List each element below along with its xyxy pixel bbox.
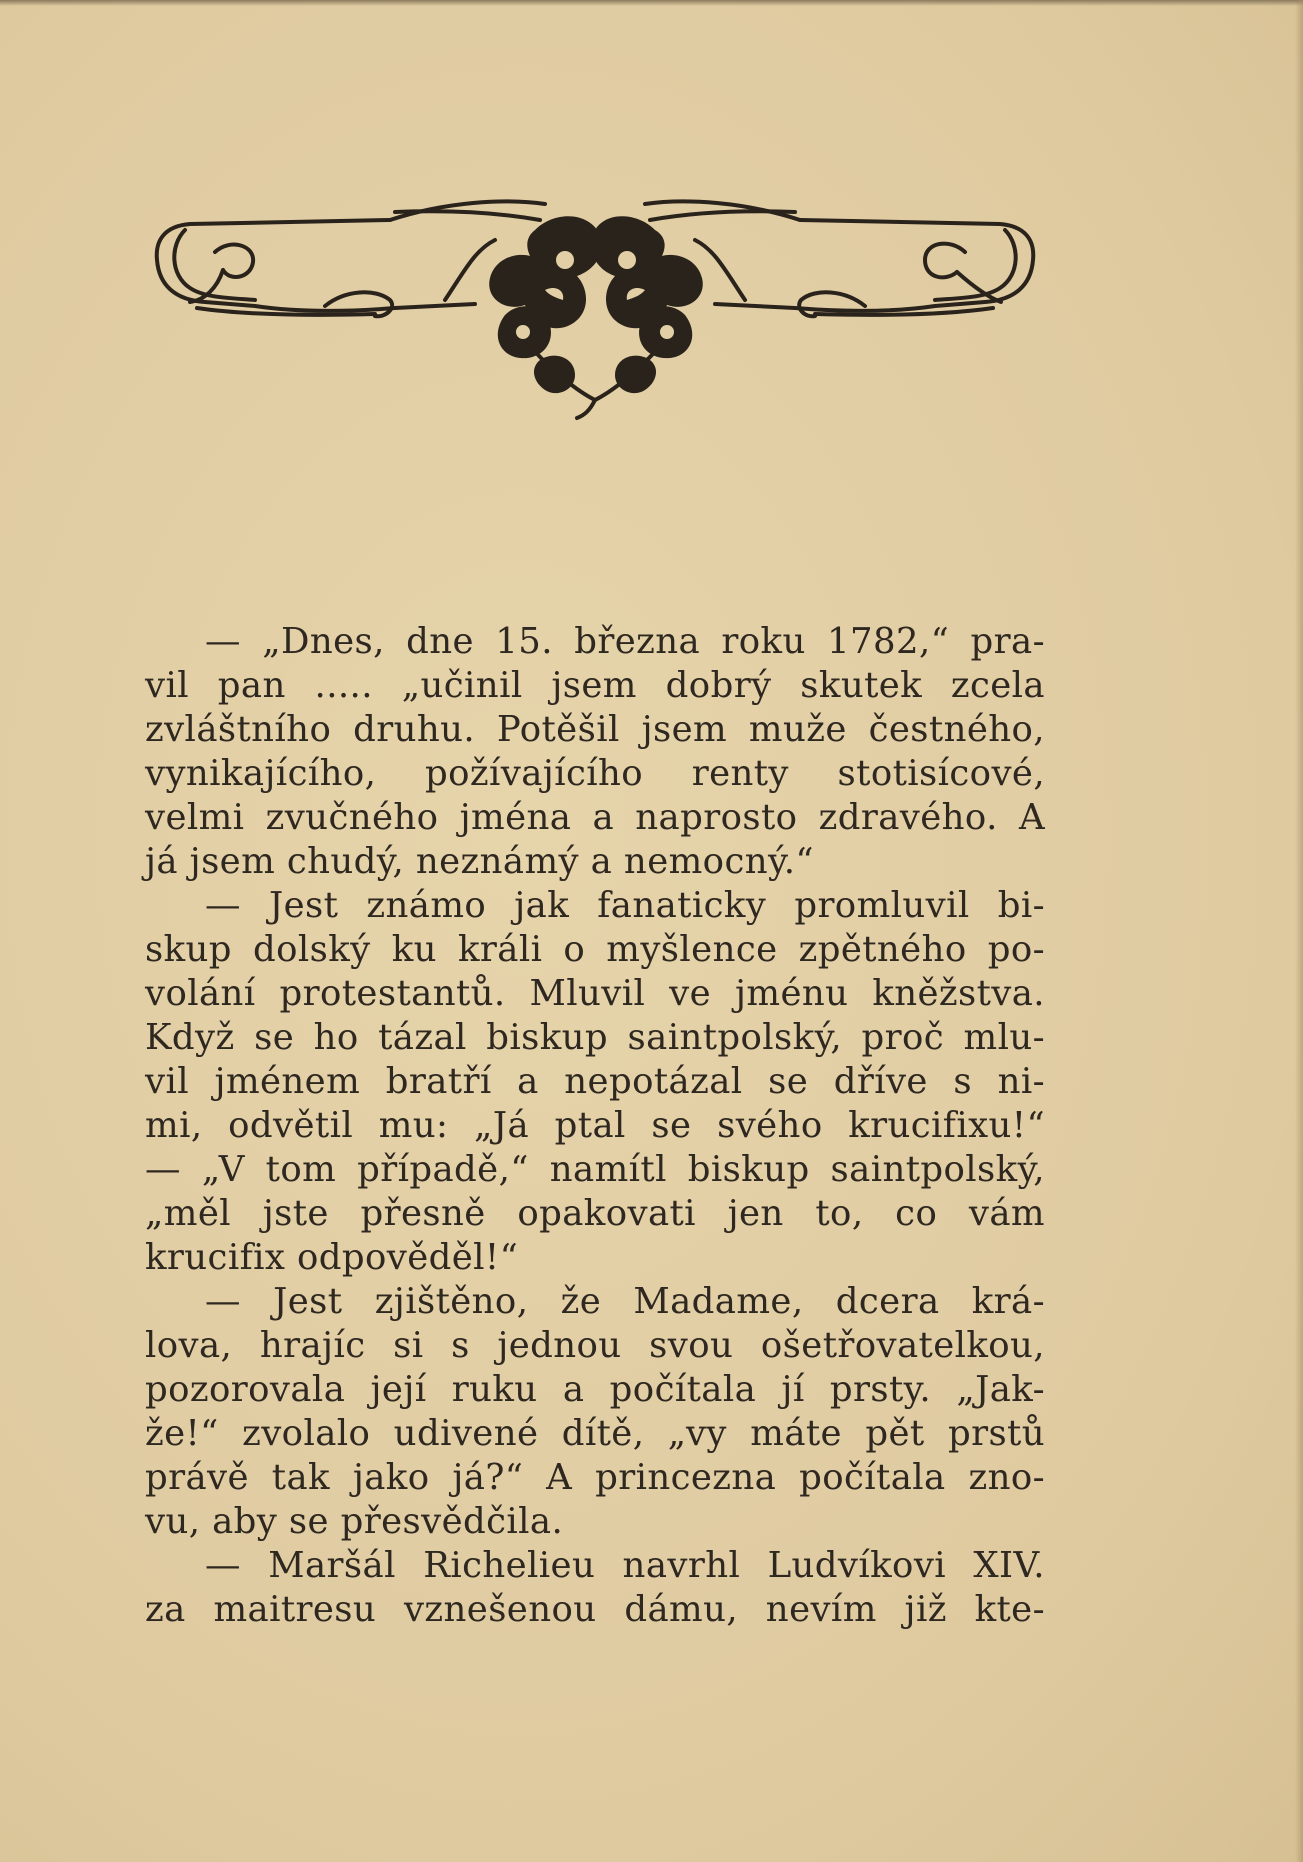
- text-line: vynikajícího, požívajícího renty stotisícové,: [145, 753, 1045, 794]
- page-edge-right: [1295, 0, 1303, 1862]
- text-line: pozorovala její ruku a počítala jí prsty. „Jak-: [145, 1369, 1045, 1410]
- text-line: krucifix odpověděl!“: [145, 1237, 519, 1278]
- text-line: — Maršál Richelieu navrhl Ludvíkovi XIV.: [205, 1545, 1045, 1586]
- text-line: za maitresu vznešenou dámu, nevím již kte-: [145, 1589, 1045, 1630]
- text-line: že!“ zvolalo udivené dítě, „vy máte pět prstů: [145, 1413, 1045, 1454]
- text-line: volání protestantů. Mluvil ve jménu kněžstva.: [145, 973, 1045, 1014]
- text-line: — „Dnes, dne 15. března roku 1782,“ pra-: [205, 621, 1045, 662]
- art-nouveau-headpiece-ornament: [145, 190, 1045, 425]
- text-line: — „V tom případě,“ namítl biskup saintpolský,: [145, 1149, 1045, 1190]
- body-text: [145, 620, 1045, 1632]
- text-line: vil pan ..... „učinil jsem dobrý skutek zcela: [145, 665, 1045, 706]
- text-line: vu, aby se přesvědčila.: [145, 1501, 564, 1542]
- page-edge-top: [0, 0, 1303, 6]
- text-line: já jsem chudý, neznámý a nemocný.“: [145, 841, 814, 882]
- text-line: velmi zvučného jména a naprosto zdravého. A: [145, 797, 1045, 838]
- text-line: zvláštního druhu. Potěšil jsem muže čestného,: [145, 709, 1045, 750]
- text-line: „měl jste přesně opakovati jen to, co vám: [145, 1193, 1045, 1234]
- text-line: právě tak jako já?“ A princezna počítala zno-: [145, 1457, 1045, 1498]
- text-line: vil jménem bratří a nepotázal se dříve s ni-: [145, 1061, 1045, 1102]
- text-line: lova, hrajíc si s jednou svou ošetřovatelkou,: [145, 1325, 1045, 1366]
- text-line: — Jest známo jak fanaticky promluvil bi-: [205, 885, 1045, 926]
- text-line: Když se ho tázal biskup saintpolský, proč mlu-: [145, 1017, 1045, 1058]
- text-line: skup dolský ku králi o myšlence zpětného po-: [145, 929, 1045, 970]
- text-line: mi, odvětil mu: „Já ptal se svého krucifixu!“: [145, 1105, 1045, 1146]
- text-line: — Jest zjištěno, že Madame, dcera krá-: [205, 1281, 1045, 1322]
